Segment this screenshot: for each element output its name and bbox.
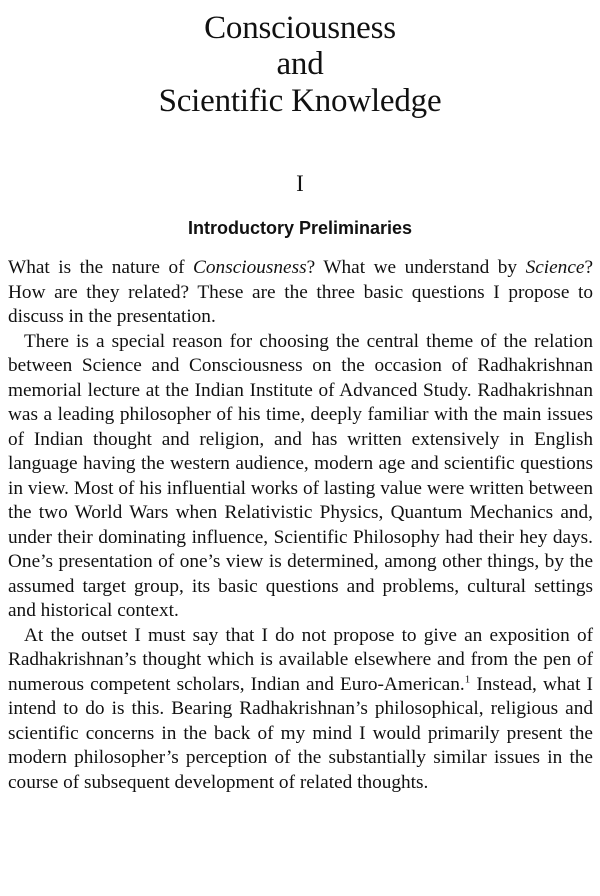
body-text bbox=[8, 256, 593, 795]
consciousness-italic-term: Consciousness bbox=[193, 257, 307, 278]
chapter-title-line-3: Scientific Knowledge bbox=[158, 83, 442, 119]
paragraph-3 bbox=[8, 624, 593, 796]
paragraph-1 bbox=[8, 256, 593, 330]
paragraph-1-text-2: ? What we understand by bbox=[306, 257, 526, 278]
paragraph-1-text-1: What is the nature of bbox=[8, 257, 194, 278]
paragraph-2: There is a special reason for choosing the central theme of the relation between Science and Consciousness on the occasion of Radhakrishnan memorial lecture at the Indian Institute of Advanced Study. Radhakrishnan was a leading philosopher of his time, deeply familiar with the main issues of Indian thought and religion, and has written extensively in English language having the western audience, modern age and scientific questions in view. Most of his influential works of lasting value were written between the two World Wars when Relativistic Physics, Quantum Mechanics and, under their dominating influence, Scientific Philosophy had their hey days. One’s presentation of one’s view is determined, among other things, by the assumed target group, its basic questions and problems, cultural settings and historical context. bbox=[8, 330, 593, 621]
chapter-title-line-1: Consciousness bbox=[204, 10, 396, 46]
paragraph-3-text-1: At the outset I must say that I do not propose to give an exposition of Radhakrishnan’s thought which is available elsewhere and from the pen of numerous competent scholars, Indian and Euro-American. bbox=[8, 624, 593, 695]
paragraph-3-text-2: Instead, what I intend to do is this. Bearing Radhakrishnan’s philosophical, religious and scientific concerns in the back of my mind I would primarily present the modern philosopher’s perception of the substantially similar issues in the course of subsequent development of related thoughts. bbox=[8, 673, 593, 793]
paragraph-1-text-3: ? How are they related? These are the three basic questions I propose to discuss in the presentation. bbox=[8, 257, 593, 327]
footnote-marker: 1 bbox=[464, 673, 471, 686]
science-italic-term: Science bbox=[525, 257, 585, 278]
section-number: I bbox=[296, 171, 304, 196]
chapter-title-line-2: and bbox=[276, 46, 324, 82]
section-heading: Introductory Preliminaries bbox=[187, 218, 413, 238]
